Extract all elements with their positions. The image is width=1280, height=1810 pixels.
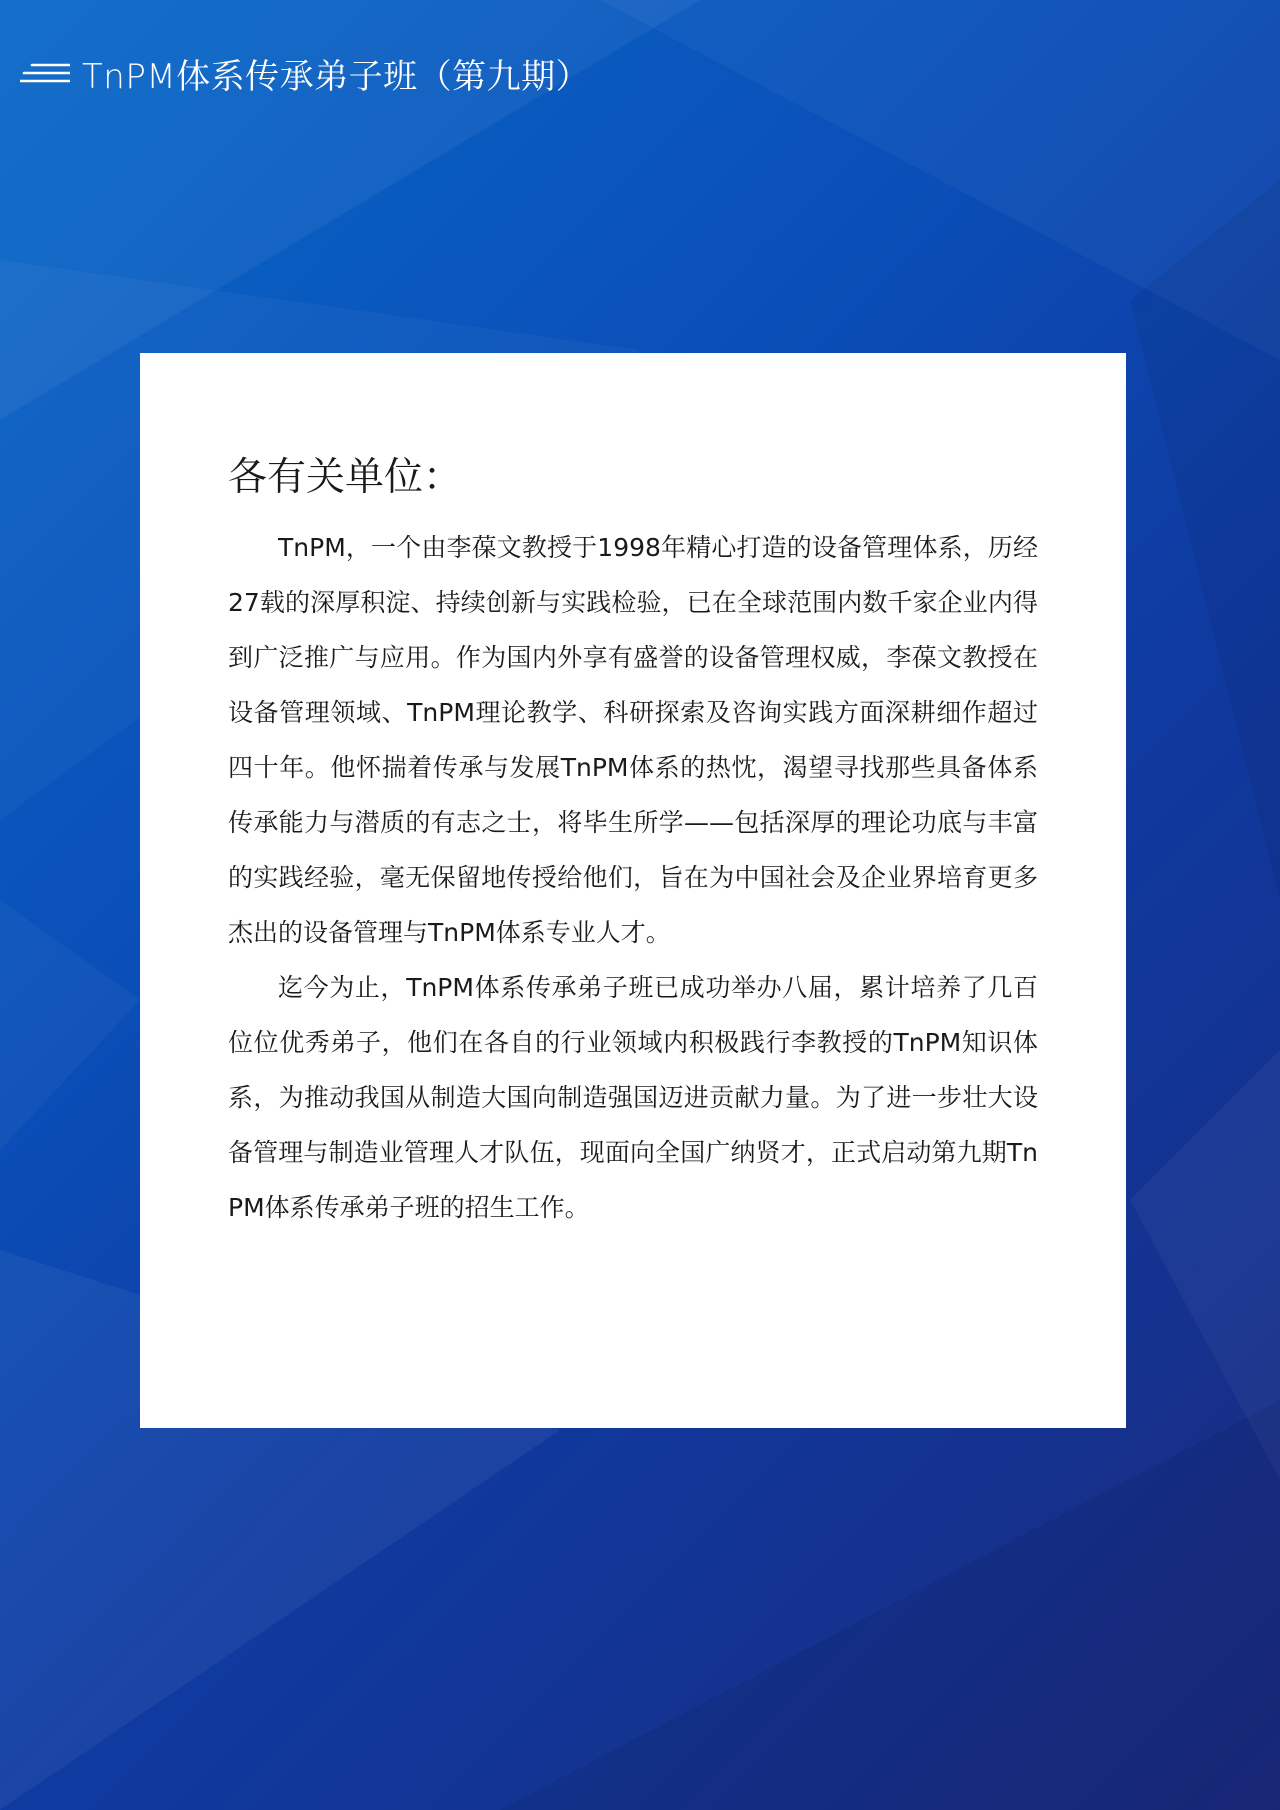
- letter-card: [140, 353, 1126, 1428]
- speed-lines-icon: [20, 61, 70, 85]
- letter-salutation: 各有关单位：: [228, 455, 463, 500]
- letter-paragraph: 迄今为止，TnPM体系传承弟子班已成功举办八届，累计培养了几百位位优秀弟子，他们在各自的行业领域内积极践行李教授的TnPM知识体系，为推动我国从制造大国向制造强国迈进贡献力量。为了进一步壮大设备管理与制造业管理人才队伍，现面向全国广纳贤才，正式启动第九期TnPM体系传承弟子班的招生工作。: [228, 972, 1038, 1222]
- letter-paragraph: TnPM，一个由李葆文教授于1998年精心打造的设备管理体系，历经27载的深厚积淀、持续创新与实践检验，已在全球范围内数千家企业内得到广泛推广与应用。作为国内外享有盛誉的设备管理权威，李葆文教授在设备管理领域、TnPM理论教学、科研探索及咨询实践方面深耕细作超过四十年。他怀揣着传承与发展TnPM体系的热忱，渴望寻找那些具备体系传承能力与潜质的有志之士，将毕生所学——包括深厚的理论功底与丰富的实践经验，毫无保留地传授给他们，旨在为中国社会及企业界培育更多杰出的设备管理与TnPM体系专业人才。: [228, 532, 1038, 947]
- page-header: [20, 50, 590, 96]
- header-title: TnPM体系传承弟子班（第九期）: [82, 56, 591, 97]
